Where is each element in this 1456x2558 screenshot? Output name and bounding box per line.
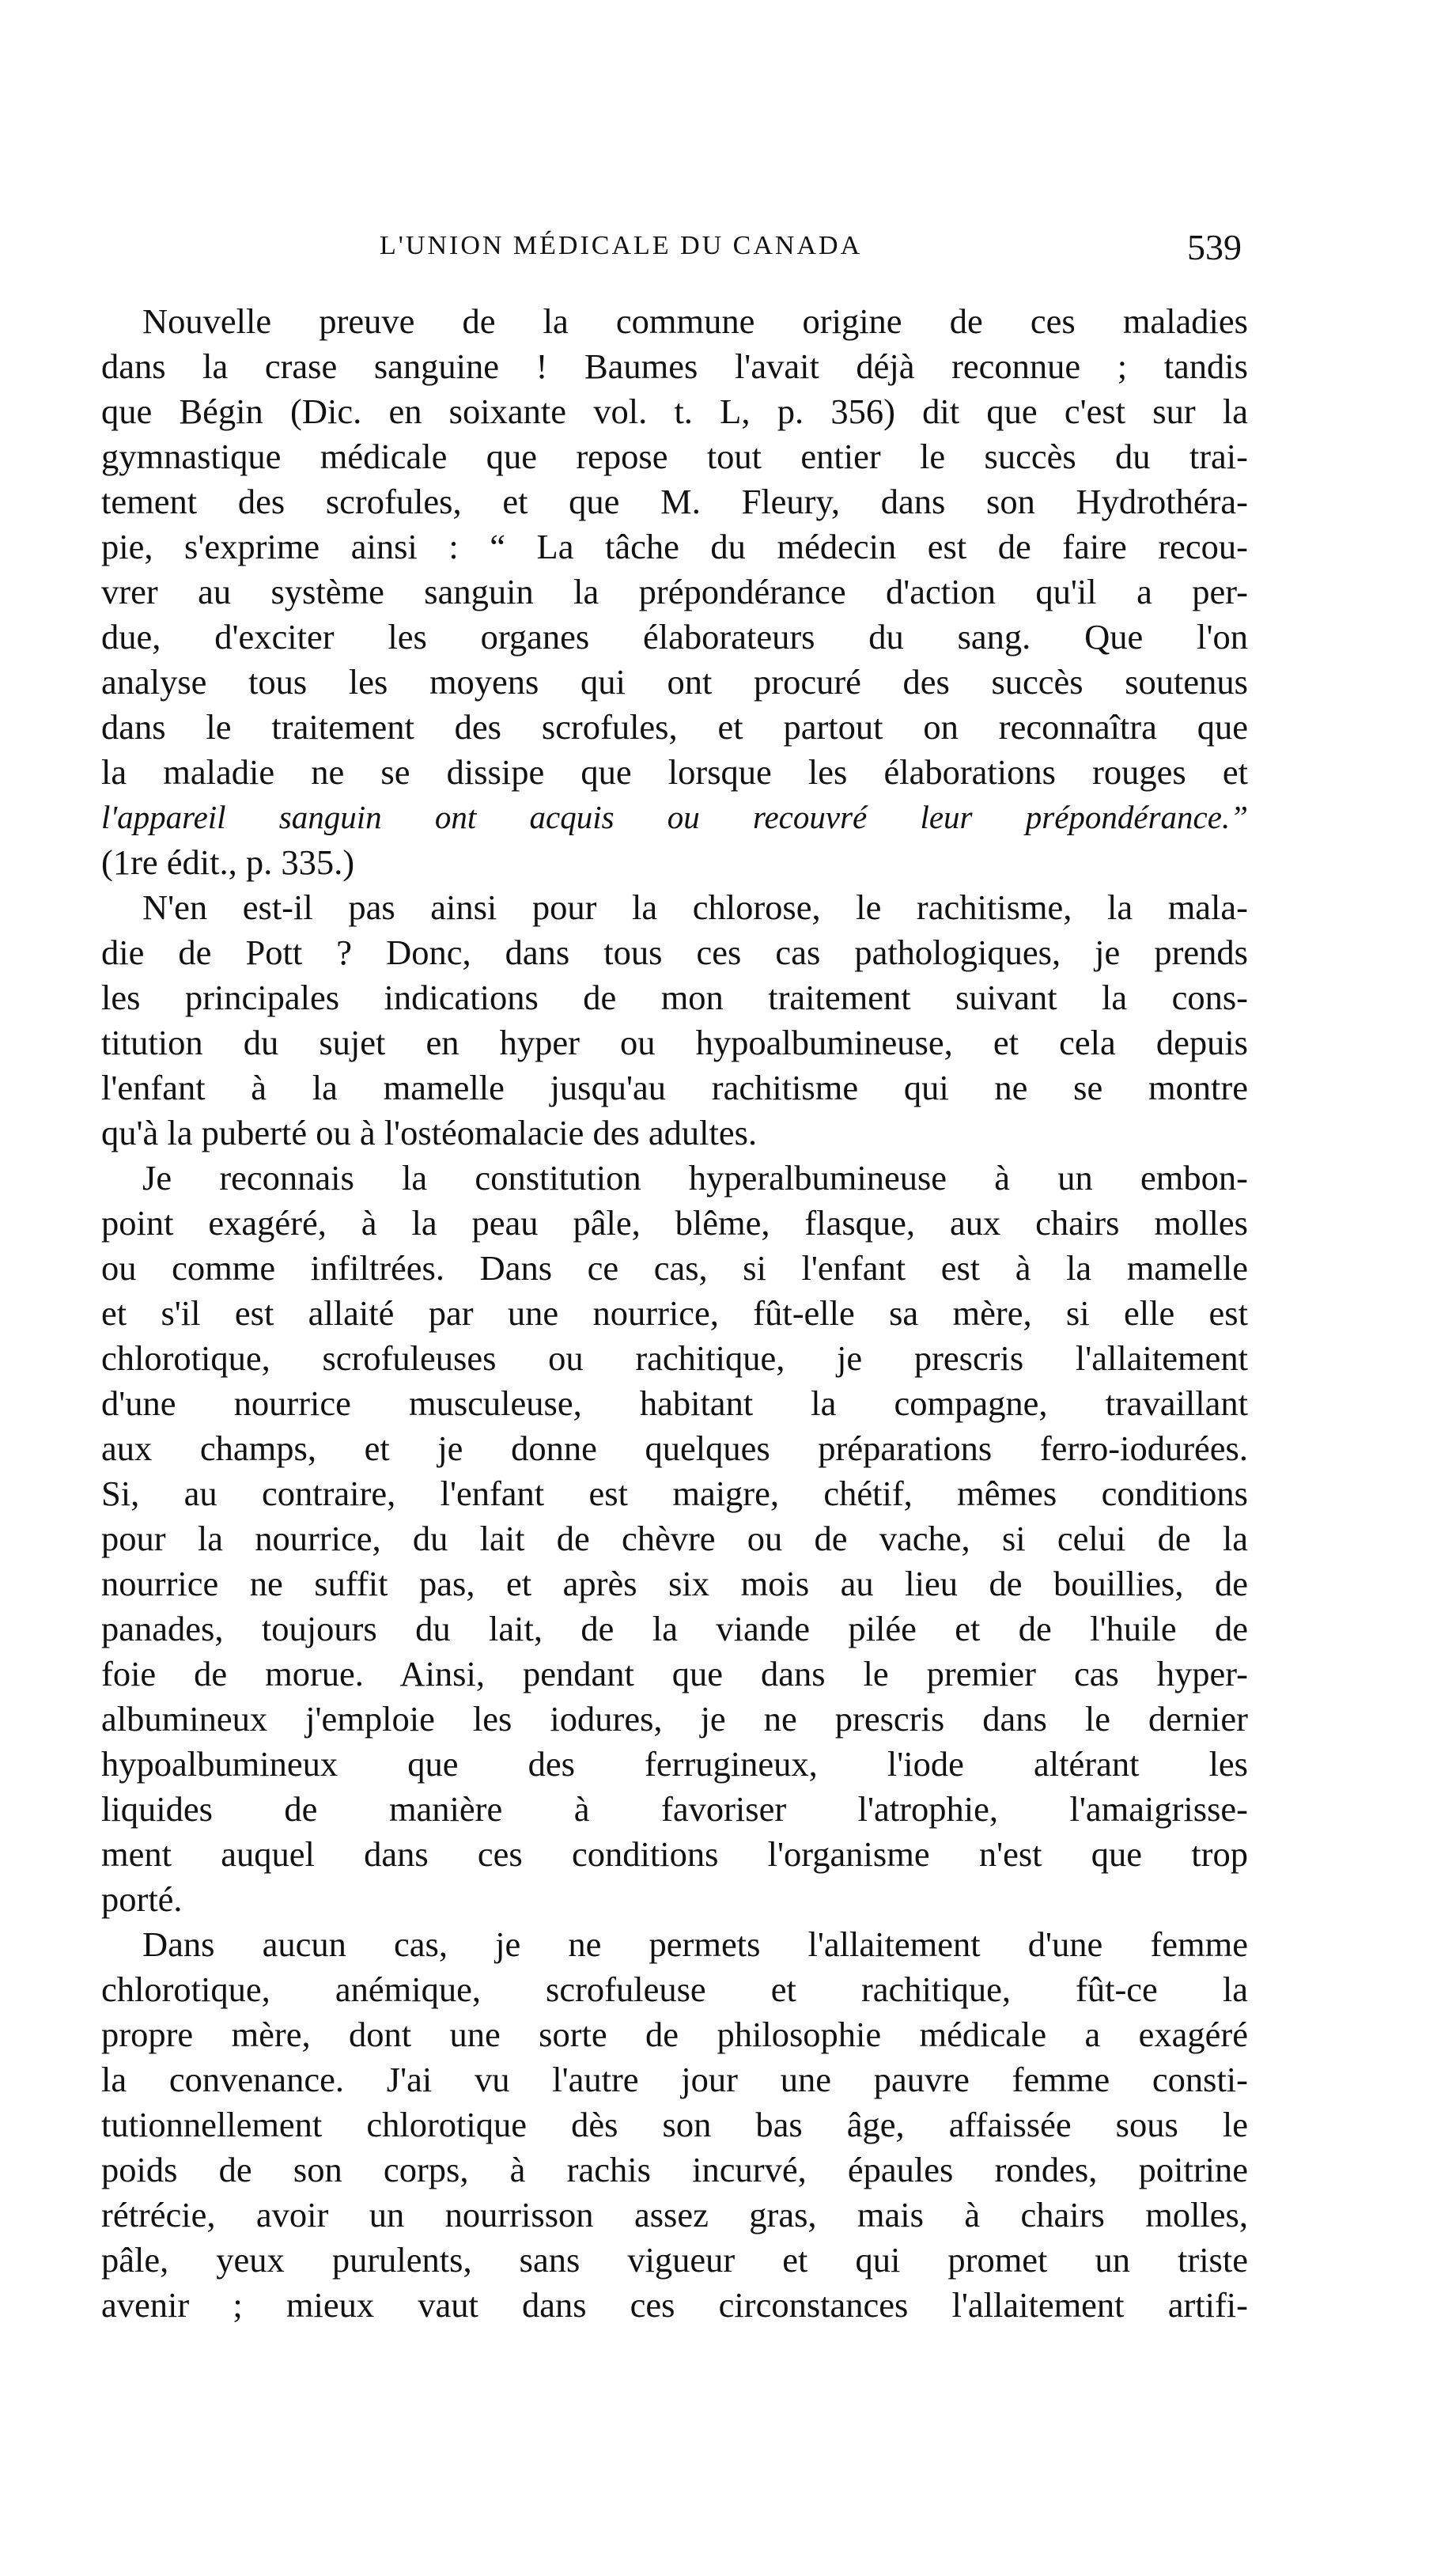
text-line: Nouvelle preuve de la commune origine de ces maladies [142,301,1248,341]
text-line: que Bégin (Dic. en soixante vol. t. L, p. 356) dit que c'est sur la [101,392,1248,431]
text-line: pour la nourrice, du lait de chèvre ou de vache, si celui de la [101,1519,1248,1558]
text-line: titution du sujet en hyper ou hypoalbumineuse, et cela depuis [101,1023,1248,1062]
text-line: tutionnellement chlorotique dès son bas âge, affaissée sous le [101,2105,1248,2144]
text-line: hypoalbumineux que des ferrugineux, l'iode altérant les [101,1744,1248,1784]
text-line: (1re édit., p. 335.) [101,842,355,882]
text-line: foie de morue. Ainsi, pendant que dans le premier cas hyper- [101,1654,1248,1693]
text-line: ment auquel dans ces conditions l'organisme n'est que trop [101,1834,1248,1874]
text-line: tement des scrofules, et que M. Fleury, dans son Hydrothéra- [101,482,1248,521]
text-line: Si, au contraire, l'enfant est maigre, chétif, mêmes conditions [101,1474,1248,1513]
text-line: dans la crase sanguine ! Baumes l'avait déjà reconnue ; tandis [101,346,1248,386]
text-line: albumineux j'emploie les iodures, je ne prescris dans le dernier [101,1699,1248,1739]
text-line: gymnastique médicale que repose tout entier le succès du trai- [101,437,1248,476]
text-line: et s'il est allaité par une nourrice, fût-elle sa mère, si elle est [101,1293,1248,1333]
text-line: due, d'exciter les organes élaborateurs du sang. Que l'on [101,617,1248,657]
text-line: la maladie ne se dissipe que lorsque les élaborations rouges et [101,752,1248,792]
text-line: ou comme infiltrées. Dans ce cas, si l'enfant est à la mamelle [101,1248,1248,1288]
text-line: pie, s'exprime ainsi : “ La tâche du médecin est de faire recou- [101,527,1248,566]
text-line: aux champs, et je donne quelques préparations ferro-iodurées. [101,1428,1248,1468]
text-line: analyse tous les moyens qui ont procuré des succès soutenus [101,662,1248,702]
text-line: porté. [101,1879,183,1919]
text-line: l'appareil sanguin ont acquis ou recouvré leur prépondérance.” [101,799,1248,835]
text-line: l'enfant à la mamelle jusqu'au rachitisme qui ne se montre [101,1068,1248,1107]
text-line: N'en est-il pas ainsi pour la chlorose, le rachitisme, la mala- [142,887,1248,927]
text-line: liquides de manière à favoriser l'atrophie, l'amaigrisse- [101,1789,1248,1829]
body-text [101,299,1248,2328]
page-number: 539 [1187,227,1242,267]
text-line: d'une nourrice musculeuse, habitant la compagne, travaillant [101,1383,1248,1423]
text-line: chlorotique, anémique, scrofuleuse et rachitique, fût-ce la [101,1970,1248,2009]
text-line: la convenance. J'ai vu l'autre jour une pauvre femme consti- [101,2060,1248,2099]
text-line: chlorotique, scrofuleuses ou rachitique, je prescris l'allaitement [101,1338,1248,1378]
text-line: die de Pott ? Donc, dans tous ces cas pathologiques, je prends [101,933,1248,972]
text-line: dans le traitement des scrofules, et partout on reconnaîtra que [101,707,1248,747]
text-line: pâle, yeux purulents, sans vigueur et qui promet un triste [101,2240,1248,2280]
text-line: les principales indications de mon traitement suivant la cons- [101,978,1248,1017]
text-line: nourrice ne suffit pas, et après six mois au lieu de bouillies, de [101,1564,1248,1603]
journal-title: L'UNION MÉDICALE DU CANADA [380,231,863,260]
text-line: vrer au système sanguin la prépondérance d'action qu'il a per- [101,572,1248,611]
text-line: Je reconnais la constitution hyperalbumineuse à un embon- [142,1158,1248,1198]
text-line: qu'à la puberté ou à l'ostéomalacie des adultes. [101,1113,758,1152]
running-header [103,223,1242,278]
text-line: panades, toujours du lait, de la viande pilée et de l'huile de [101,1609,1248,1648]
text-line: Dans aucun cas, je ne permets l'allaitement d'une femme [142,1924,1248,1964]
text-line: avenir ; mieux vaut dans ces circonstances l'allaitement artifi- [101,2285,1248,2325]
text-line: rétrécie, avoir un nourrisson assez gras, mais à chairs molles, [101,2195,1248,2234]
text-line: poids de son corps, à rachis incurvé, épaules rondes, poitrine [101,2150,1248,2189]
text-line: propre mère, dont une sorte de philosophie médicale a exagéré [101,2015,1248,2054]
text-line: point exagéré, à la peau pâle, blême, flasque, aux chairs molles [101,1203,1248,1243]
